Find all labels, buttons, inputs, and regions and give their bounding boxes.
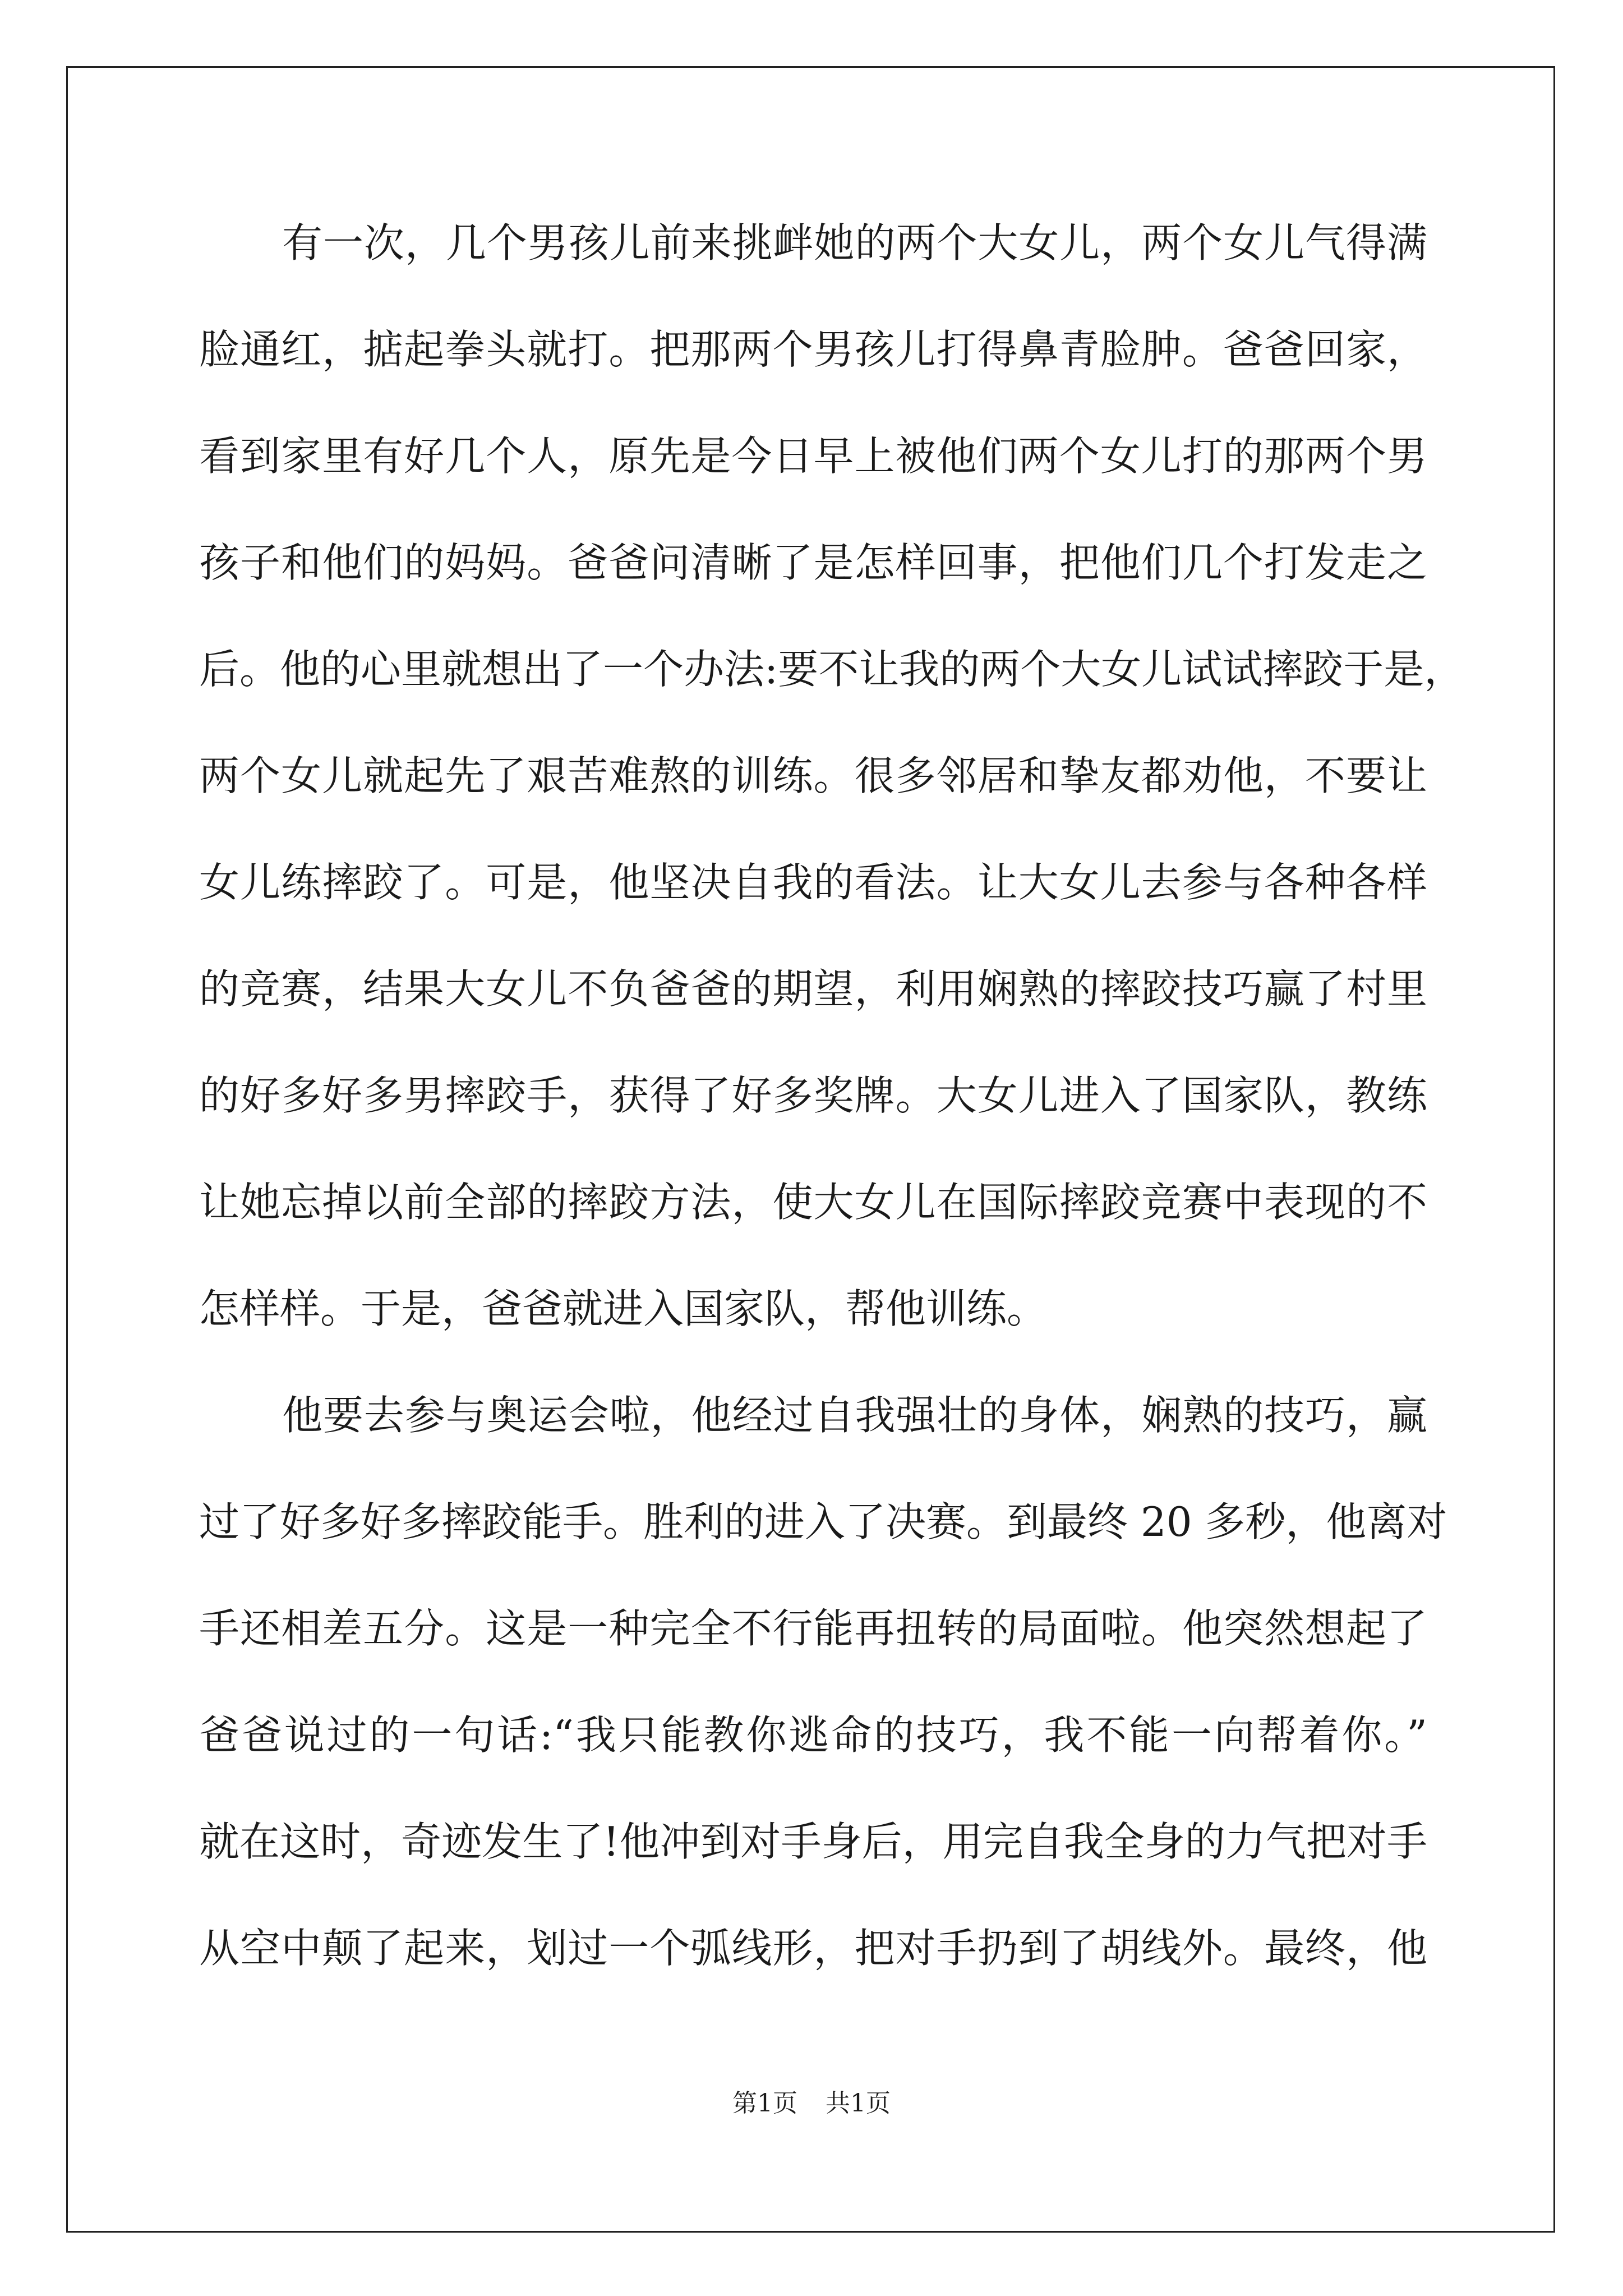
page-footer [0, 2087, 1623, 2120]
text-line-12: 他要去参与奥运会啦，他经过自我强壮的身体，娴熟的技巧，赢 [282, 1392, 1427, 1439]
text-line-2: 脸通红，掂起拳头就打。把那两个男孩儿打得鼻青脸肿。爸爸回家， [199, 326, 1427, 373]
text-line-4: 孩子和他们的妈妈。爸爸问清晰了是怎样回事，把他们几个打发走之 [199, 539, 1427, 586]
text-line-15: 爸爸说过的一句话:“我只能教你逃命的技巧，我不能一向帮着你。” [199, 1711, 1427, 1759]
text-line-6: 两个女儿就起先了艰苦难熬的训练。很多邻居和挚友都劝他，不要让 [199, 752, 1427, 799]
text-line-16: 就在这时，奇迹发生了!他冲到对手身后，用完自我全身的力气把对手 [199, 1818, 1427, 1865]
text-line-13: 过了好多好多摔跤能手。胜利的进入了决赛。到最终 20 多秒，他离对 [199, 1498, 1447, 1545]
text-line-14: 手还相差五分。这是一种完全不行能再扭转的局面啦。他突然想起了 [199, 1605, 1427, 1652]
text-line-3: 看到家里有好几个人，原先是今日早上被他们两个女儿打的那两个男 [199, 432, 1427, 480]
text-line-5: 后。他的心里就想出了一个办法:要不让我的两个大女儿试试摔跤于是， [199, 646, 1465, 693]
text-line-10: 让她忘掉以前全部的摔跤方法，使大女儿在国际摔跤竞赛中表现的不 [199, 1179, 1427, 1226]
document-body [199, 212, 1465, 2024]
text-line-8: 的竞赛，结果大女儿不负爸爸的期望，利用娴熟的摔跤技巧赢了村里 [199, 965, 1427, 1013]
text-line-7: 女儿练摔跤了。可是，他坚决自我的看法。让大女儿去参与各种各样 [199, 859, 1427, 906]
text-line-17: 从空中颠了起来，划过一个弧线形，把对手扔到了胡线外。最终，他 [199, 1925, 1427, 1972]
page-total: 共1页 [826, 2089, 891, 2118]
text-line-11: 怎样样。于是，爸爸就进入国家队，帮他训练。 [199, 1285, 1048, 1332]
text-line-1: 有一次，几个男孩儿前来挑衅她的两个大女儿，两个女儿气得满 [282, 219, 1427, 266]
text-line-9: 的好多好多男摔跤手，获得了好多奖牌。大女儿进入了国家队，教练 [199, 1072, 1427, 1119]
page-number: 第1页 [732, 2089, 797, 2118]
